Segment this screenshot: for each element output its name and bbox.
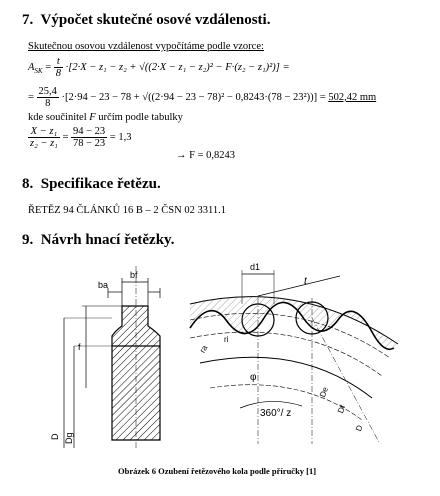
ratio-val-num: 94 − 23 [72, 126, 106, 137]
figure-caption: Obrázek 6 Ozubení řetězového kola podle příručky [1] [118, 466, 317, 476]
formula2-frac-num: 25,4 [38, 86, 57, 97]
ratio-val-den: 78 − 23 [72, 138, 106, 149]
section8-heading [22, 176, 161, 193]
label-Df: Df [336, 403, 348, 415]
ratio-frac [28, 126, 60, 149]
ratio-formula [28, 126, 131, 149]
formula1-eq: = [45, 61, 52, 73]
ratio-result: = 1,3 [109, 131, 132, 143]
formula2-frac [37, 86, 59, 109]
section7-number: 7. [22, 12, 34, 28]
label-bf: bf [130, 270, 138, 280]
formula1-lhs: A [28, 61, 35, 73]
table-note-var: F [89, 112, 96, 123]
tooth-profile-view [50, 266, 160, 448]
label-ba: ba [98, 280, 109, 290]
formula-2 [28, 86, 376, 109]
formula1-frac-den: 8 [55, 68, 62, 79]
chain-spec: ŘETĚZ 94 ČLÁNKŮ 16 B – 2 ČSN 02 3311.1 [28, 205, 226, 216]
ratio-eq: = [62, 131, 69, 143]
label-t: t [304, 276, 307, 287]
label-ra: ra [197, 343, 210, 355]
label-D-arc: D [354, 423, 365, 433]
f-result: → F = 0,8243 [176, 150, 236, 161]
section7-title: Výpočet skutečné osové vzdálenosti. [40, 12, 271, 28]
ratio-val-frac [71, 126, 107, 149]
table-note-start: kde součinitel [28, 112, 87, 123]
label-ri: ri [224, 335, 229, 344]
formula2-frac-den: 8 [45, 98, 51, 109]
formula2-result: 502,42 mm [328, 91, 377, 103]
ratio-den: z₂ − z₁ [30, 138, 58, 149]
section7-heading [22, 12, 270, 29]
label-d1: d1 [250, 262, 261, 272]
formula1-frac-num: t [54, 56, 63, 68]
section7-intro: Skutečnou osovou vzdálenost vypočítáme podle vzorce: [28, 41, 264, 52]
sprocket-figure [50, 258, 410, 450]
label-angle: 360°/ z [260, 408, 292, 419]
table-note-end: určím podle tabulky [98, 112, 183, 123]
formula2-eq: = [28, 91, 34, 103]
formula1-body: ·[2·X − z₁ − z₂ + √((2·X − z₁ − z₂)² − F·(z₂ − z₁)²)] = [65, 61, 290, 73]
table-note [28, 112, 183, 123]
formula-1 [28, 56, 290, 79]
section9-heading [22, 232, 174, 249]
label-Dg: Dg [64, 432, 74, 444]
formula2-body: ·[2·94 − 23 − 78 + √((2·94 − 23 − 78)² − 0,8243·(78 − 23²))] = [61, 91, 326, 103]
ratio-num: X − z₁ [28, 126, 60, 138]
section8-title: Specifikace řetězu. [40, 176, 161, 192]
formula1-sub: SK [34, 67, 43, 75]
label-phi: φ [250, 372, 257, 383]
section9-number: 9. [22, 232, 34, 248]
label-De: De [318, 385, 331, 399]
sprocket-arc-view [190, 262, 398, 444]
label-f: f [78, 342, 81, 352]
section9-title: Návrh hnací řetězky. [40, 232, 175, 248]
label-D: D [50, 433, 60, 440]
formula1-frac [54, 56, 63, 79]
section8-number: 8. [22, 176, 34, 192]
